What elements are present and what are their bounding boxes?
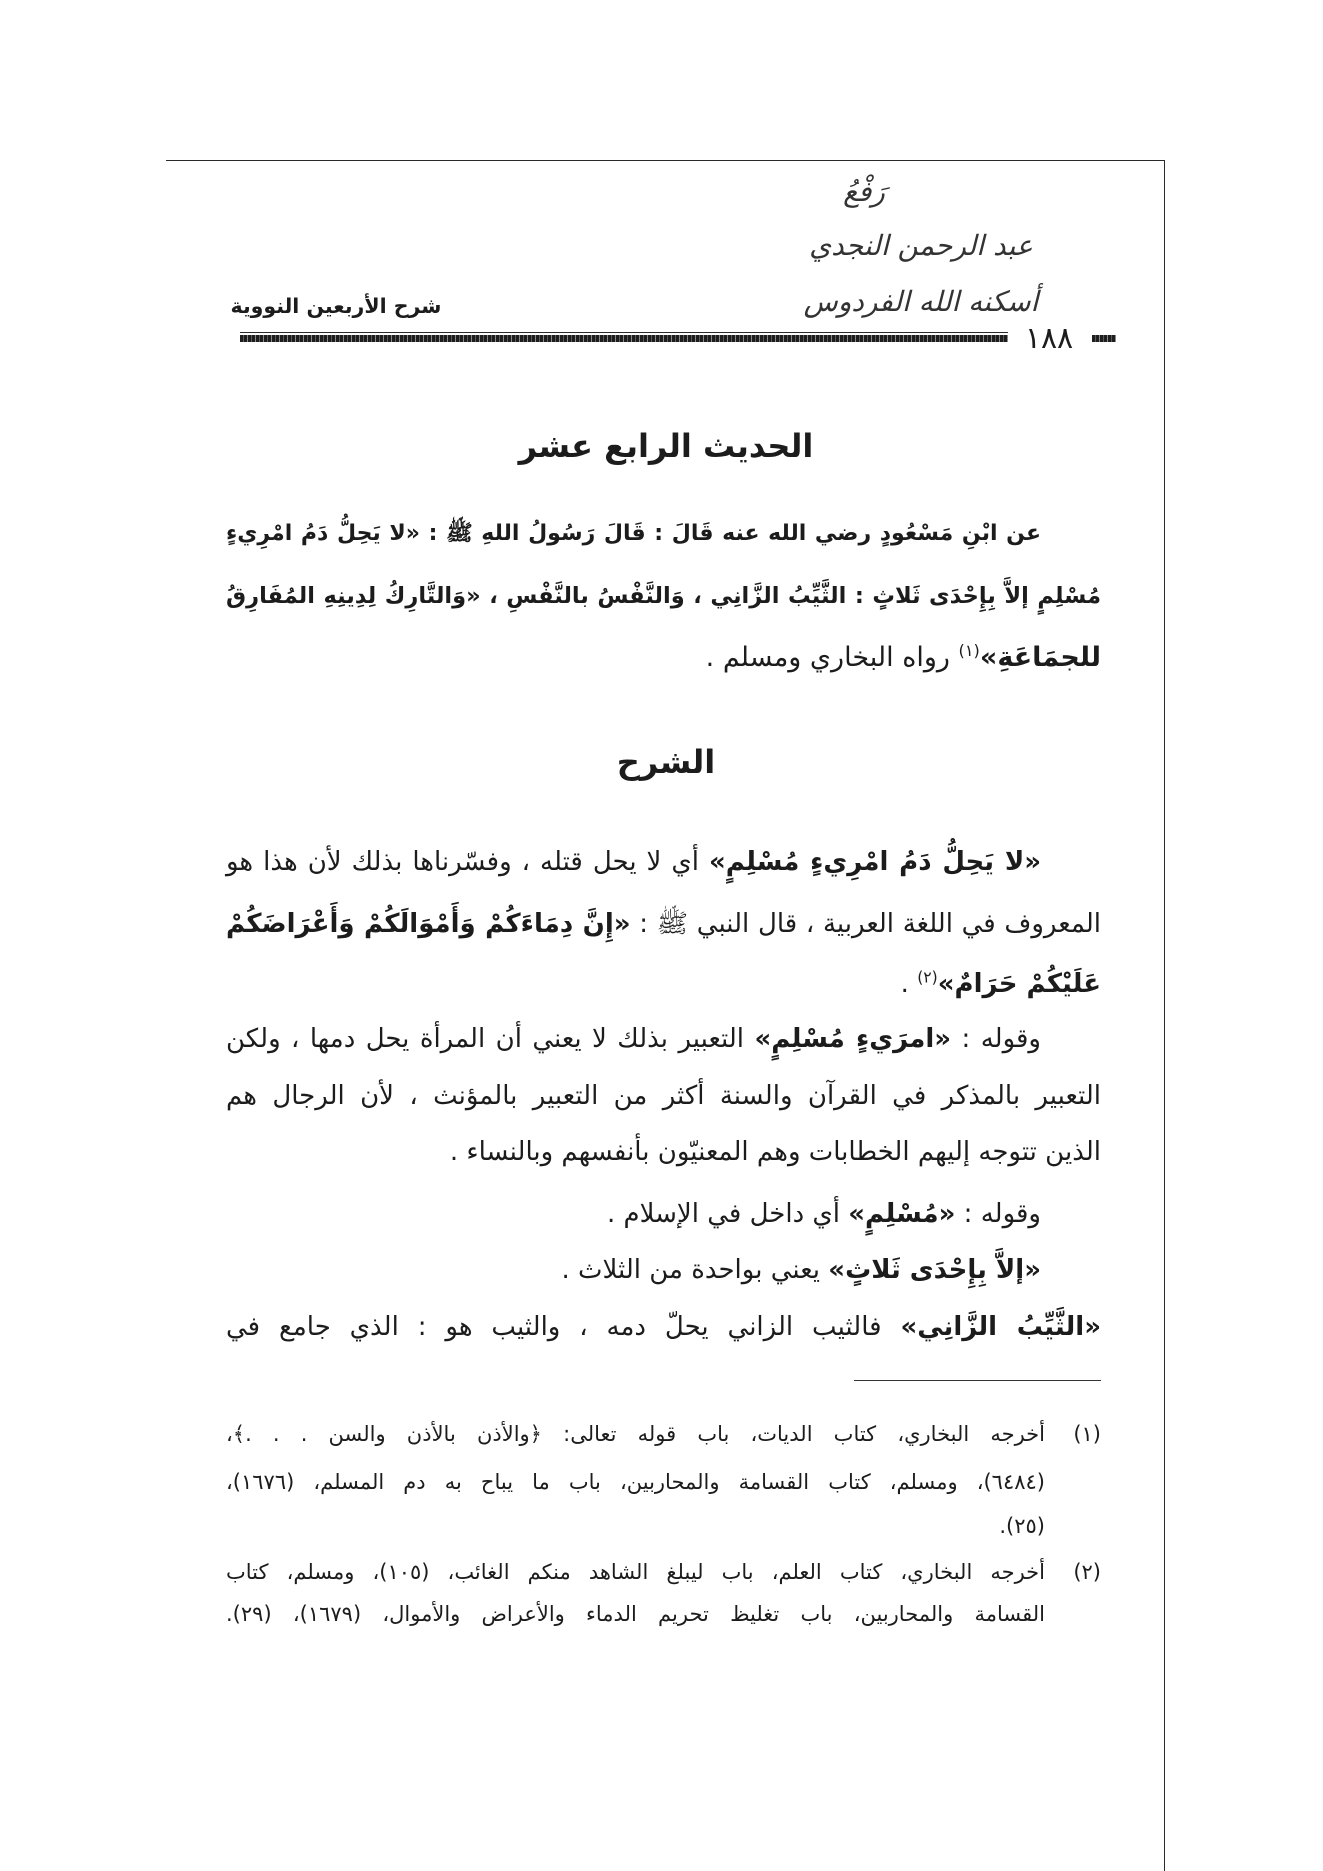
footnote-separator <box>854 1380 1101 1381</box>
sharh-line <box>226 1305 1101 1349</box>
hadith-line <box>226 574 1101 618</box>
hadith-title: الحديث الرابع عشر <box>518 427 814 465</box>
right-frame-rule <box>1164 160 1165 1871</box>
sharh-text: وقوله : <box>951 1024 1041 1054</box>
hadith-attribution: رواه البخاري ومسلم . <box>705 642 959 673</box>
quoted-text: «مُسْلِمٍ» <box>848 1199 956 1229</box>
footnote-line: (٢٥). <box>999 1514 1045 1538</box>
footnote-number: (١) <box>1073 1422 1101 1446</box>
sharh-text: وقوله : <box>955 1199 1041 1229</box>
sharh-line <box>226 1074 1101 1118</box>
hadith-text: عن ابْنِ مَسْعُودٍ رضي الله عنه قَالَ : قَالَ رَسُولُ اللهِ ﷺ : «لا يَحِلُّ دَمُ امْرِيءٍ <box>226 521 1041 546</box>
footnote-line: (٦٤٨٤)، ومسلم، كتاب القسامة والمحاربين، باب ما يباح به دم المسلم، (١٦٧٦)، <box>226 1470 1045 1494</box>
quoted-text: «إلاَّ بِإِحْدَى ثَلاثٍ» <box>828 1255 1041 1285</box>
sharh-text: التعبير بذلك لا يعني أن المرأة يحل دمها ، ولكن <box>226 1024 755 1054</box>
header-decorative-rule-end <box>1092 335 1116 342</box>
page-number: ١٨٨ <box>1024 321 1074 356</box>
footnote-marker: (٢) <box>917 968 938 987</box>
sharh-text: التعبير بالمذكر في القرآن والسنة أكثر من التعبير بالمؤنث ، لأن الرجال هم <box>226 1081 1101 1111</box>
footnote-number: (٢) <box>1073 1560 1101 1584</box>
footnote-marker: (١) <box>958 641 980 660</box>
hadith-line <box>226 636 1101 680</box>
quoted-text: «لا يَحِلُّ دَمُ امْرِيءٍ مُسْلِمٍ» <box>708 847 1041 877</box>
sharh-line <box>226 1017 1041 1061</box>
sharh-text: أي داخل في الإسلام . <box>606 1199 849 1229</box>
hadith-text: للجمَاعَةِ» <box>979 642 1101 673</box>
header-decorative-rule <box>240 335 1008 342</box>
sharh-title: الشرح <box>616 743 716 781</box>
sharh-text: الذين تتوجه إليهم الخطابات وهم المعنيّون بأنفسهم وبالنساء . <box>449 1137 1101 1167</box>
sharh-text: . <box>900 969 918 999</box>
footnote-line: القسامة والمحاربين، باب تغليظ تحريم الدماء والأعراض والأموال، (١٦٧٩)، (٢٩). <box>226 1602 1045 1626</box>
sharh-line <box>226 840 1041 884</box>
sharh-line <box>226 902 1101 946</box>
hadith-text: مُسْلِمٍ إلاَّ بِإِحْدَى ثَلاثٍ : الثَّيِّبُ الزَّانِي ، وَالنَّفْسُ بالنَّفْسِ ، «وَالتَّارِكُ لِدِينِهِ المُفَارِقُ <box>226 583 1101 609</box>
quoted-text: عَلَيْكُمْ حَرَامٌ» <box>937 969 1101 999</box>
sharh-line <box>226 1130 1101 1174</box>
sharh-line <box>226 962 1101 1006</box>
sharh-text: أي لا يحل قتله ، وفسّرناها بذلك لأن هذا هو <box>226 847 709 877</box>
footnote-line: أخرجه البخاري، كتاب الديات، باب قوله تعالى: ﴿والأذن بالأذن والسن . . .﴾، <box>226 1422 1045 1446</box>
quoted-text: «إِنَّ دِمَاءَكُمْ وَأَمْوَالَكُمْ وَأَعْرَاضَكُمْ <box>226 909 631 939</box>
top-frame-rule <box>166 160 1164 161</box>
stamp-line-3: أسكنه الله الفردوس <box>803 285 1039 318</box>
sharh-line <box>226 1248 1041 1292</box>
quoted-text: «امرَيءٍ مُسْلِمٍ» <box>754 1024 952 1054</box>
running-header-title: شرح الأربعين النووية <box>230 294 442 318</box>
footnote-line: أخرجه البخاري، كتاب العلم، باب ليبلغ الشاهد منكم الغائب، (١٠٥)، ومسلم، كتاب <box>226 1560 1045 1584</box>
quoted-text: «الثَّيِّبُ الزَّانِي» <box>900 1312 1101 1342</box>
sharh-text: فالثيب الزاني يحلّ دمه ، والثيب هو : الذي جامع في <box>226 1312 901 1342</box>
header-thin-rule <box>240 332 1008 333</box>
stamp-line-1: رَفْعُ <box>843 175 885 208</box>
sharh-text: يعني بواحدة من الثلاث . <box>561 1255 829 1285</box>
sharh-line <box>226 1192 1041 1236</box>
sharh-text: المعروف في اللغة العربية ، قال النبي ﷺ : <box>630 909 1101 939</box>
hadith-line <box>226 512 1041 556</box>
stamp-line-2: عبد الرحمن النجدي <box>809 229 1033 262</box>
